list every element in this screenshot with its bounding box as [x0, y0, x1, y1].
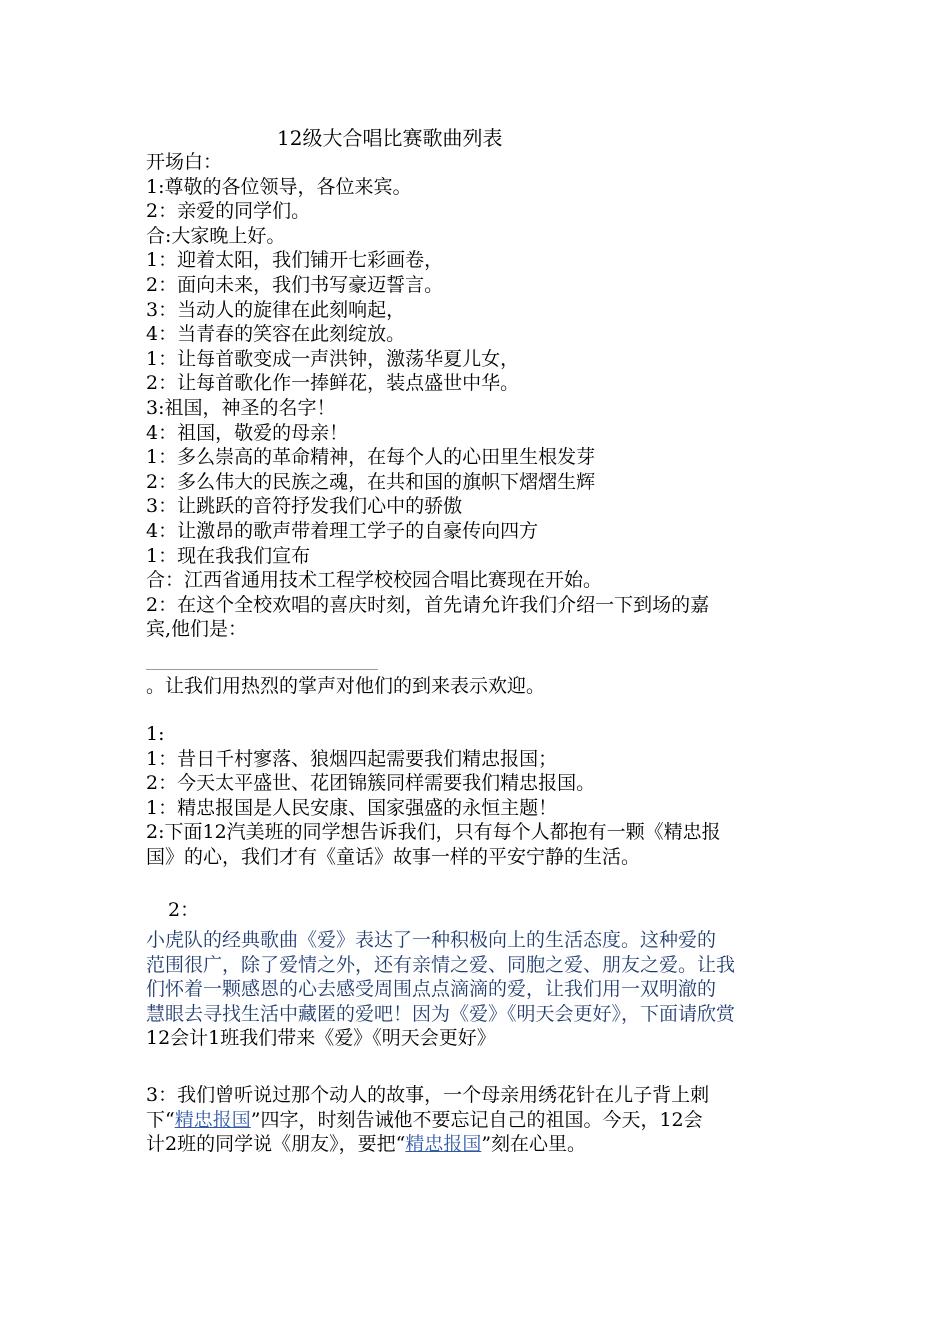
blank-underline [146, 669, 378, 670]
text-line: 开场白： [146, 151, 223, 173]
text-line [146, 1132, 816, 1157]
text-line: 1：多么崇高的革命精神，在每个人的心田里生根发芽 [146, 446, 596, 469]
text-line: 4：祖国，敬爱的母亲！ [146, 421, 349, 444]
text-line: 2：在这个全校欢唱的喜庆时刻，首先请允许我们介绍一下到场的嘉 [146, 593, 710, 616]
text-line: 3：让跳跃的音符抒发我们心中的骄傲 [146, 495, 463, 518]
welcome-line [146, 674, 816, 699]
text-line: 慧眼去寻找生活中藏匿的爱吧！因为《爱》《明天会更好》，下面请欣赏 [146, 1002, 736, 1025]
text-line: 合:大家晚上好。 [146, 224, 286, 247]
section-2 [146, 928, 816, 1051]
text-line: 2：亲爱的同学们。 [146, 200, 311, 223]
text-line: 12会计1班我们带来《爱》《明天会更好》 [146, 1027, 496, 1050]
text-line: 2：让每首歌化作一捧鲜花，装点盛世中华。 [146, 372, 520, 395]
text-line: 1: [146, 723, 165, 745]
text-line: 4：当青春的笑容在此刻绽放。 [146, 323, 406, 346]
text-line: 小虎队的经典歌曲《爱》表达了一种积极向上的生活态度。这种爱的 [146, 929, 717, 951]
section-3 [146, 1083, 816, 1157]
text-line: 2：多么伟大的民族之魂，在共和国的旗帜下熠熠生辉 [146, 470, 596, 493]
text-line: 们怀着一颗感恩的心去感受周围点点滴滴的爱，让我们用一双明澈的 [146, 978, 717, 1001]
text-line [146, 1108, 816, 1133]
text-segment: 下“ [146, 1108, 175, 1131]
text-line: 3:祖国，神圣的名字！ [146, 396, 336, 419]
text-line: 1:尊敬的各位领导，各位来宾。 [146, 175, 412, 198]
text-segment: ”四字，时刻告诫他不要忘记自己的祖国。今天，12会 [250, 1108, 703, 1131]
text-line: 3：我们曾听说过那个动人的故事，一个母亲用绣花针在儿子背上刺 [146, 1084, 710, 1106]
text-line: 范围很广，除了爱情之外，还有亲情之爱、同胞之爱、朋友之爱。让我 [146, 953, 736, 976]
text-line: 3：当动人的旋律在此刻响起， [146, 298, 406, 321]
text-line: 2：面向未来，我们书写豪迈誓言。 [146, 273, 444, 296]
section-2-label-block [168, 898, 838, 923]
text-line: 2：今天太平盛世、花团锦簇同样需要我们精忠报国。 [146, 772, 596, 795]
text-line: 合：江西省通用技术工程学校校园合唱比赛现在开始。 [146, 569, 603, 592]
text-line: 国》的心，我们才有《童话》故事一样的平安宁静的生活。 [146, 845, 641, 868]
section-1 [146, 722, 816, 870]
text-segment: ”刻在心里。 [481, 1133, 587, 1156]
page-title: 12级大合唱比赛歌曲列表 [277, 126, 503, 150]
text-line: 。让我们用热烈的掌声对他们的到来表示欢迎。 [146, 675, 546, 697]
text-line: 1：精忠报国是人民安康、国家强盛的永恒主题！ [146, 796, 558, 819]
text-line: 宾,他们是： [146, 618, 248, 641]
opening-remarks [146, 150, 816, 642]
text-segment: 计2班的同学说《朋友》，要把“ [146, 1133, 406, 1156]
jingzhong-baoguo-link[interactable]: 精忠报国 [405, 1133, 482, 1156]
text-line: 1：现在我我们宣布 [146, 544, 311, 567]
text-line: 1：迎着太阳，我们铺开七彩画卷， [146, 249, 444, 272]
text-line: 4：让激昂的歌声带着理工学子的自豪传向四方 [146, 519, 539, 542]
text-line: 1：让每首歌变成一声洪钟，激荡华夏儿女， [146, 347, 520, 370]
jingzhong-baoguo-link[interactable]: 精忠报国 [174, 1108, 251, 1131]
section-2-label: 2： [168, 899, 200, 921]
text-line: 2:下面12汽美班的同学想告诉我们，只有每个人都抱有一颗《精忠报 [146, 821, 721, 844]
text-line: 1：昔日千村寥落、狼烟四起需要我们精忠报国； [146, 747, 558, 770]
